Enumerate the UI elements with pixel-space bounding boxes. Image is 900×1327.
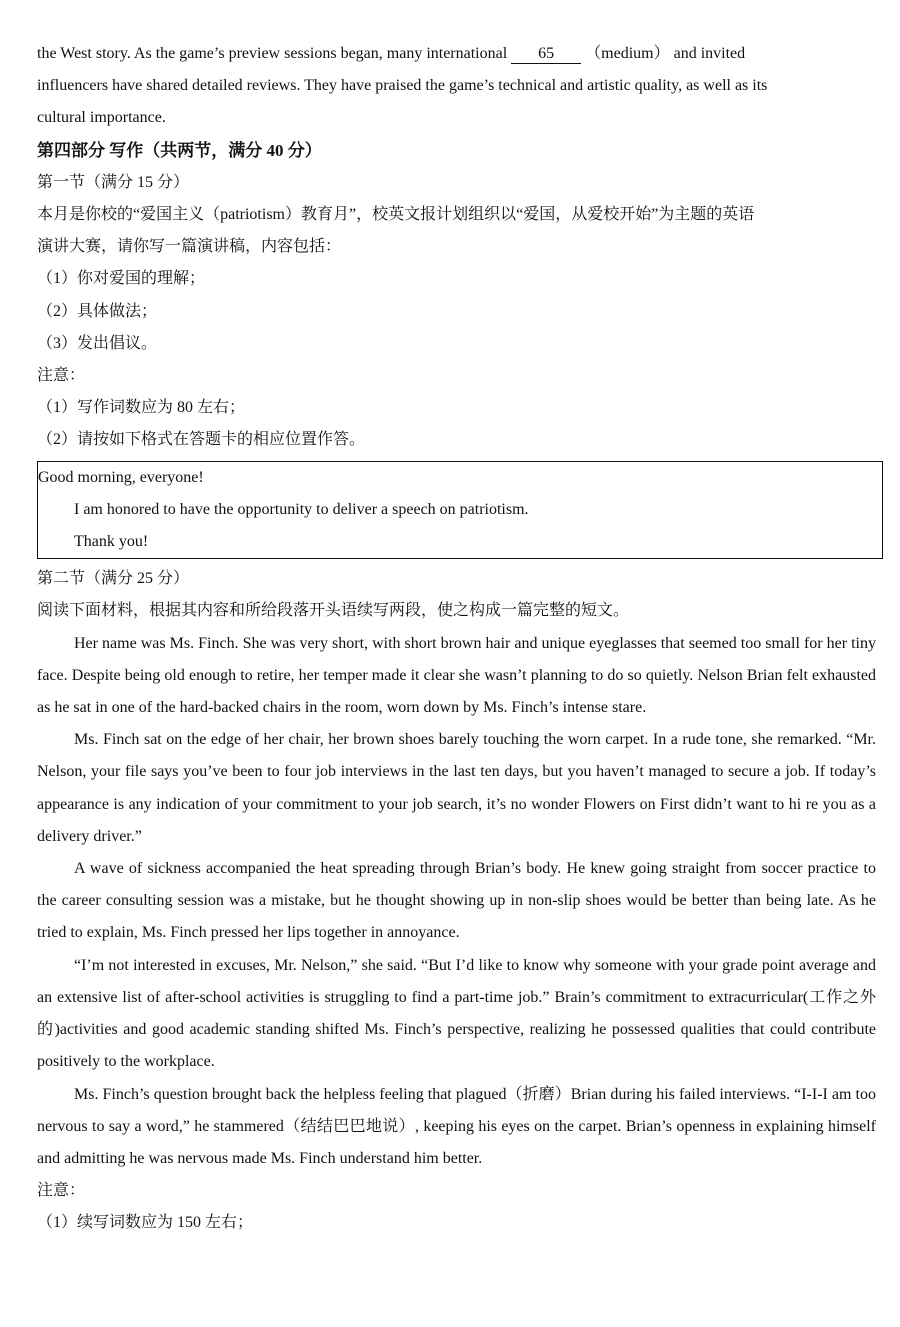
story-paragraph-5: Ms. Finch’s question brought back the helpless feeling that plagued（折磨）Brian during his failed interviews. “I-I-I am too nervous to say a word,” he stammered（结结巴巴地说）, keeping his eyes on the carpet. Brian’s openness in explaining himself and admitting he was nervous made Ms. Finch understand him better. <box>37 1085 876 1167</box>
speech-template-box <box>37 461 883 560</box>
template-greeting: Good morning, everyone! <box>38 468 204 486</box>
passage-line-1-after: （medium） and invited <box>585 45 746 62</box>
template-opening: I am honored to have the opportunity to deliver a speech on patriotism. <box>74 500 529 518</box>
story-paragraph-3: A wave of sickness accompanied the heat spreading through Brian’s body. He knew going straight from soccer practice to the career consulting session was a mistake, but he thought showing up in non-slip shoes would be better than being late. As he tried to explain, Ms. Finch pressed her lips together in annoyance. <box>37 860 876 942</box>
passage-line-2: influencers have shared detailed reviews. They have praised the game’s technical and artistic quality, as well as its <box>37 77 768 95</box>
story-paragraph-1: Her name was Ms. Finch. She was very short, with short brown hair and unique eyeglasses that seemed too small for her tiny face. Despite being old enough to retire, her temper made it clear she wasn’t planning to do so quietly. Nelson Brian felt exhausted as he sat in one of the hard-backed chairs in the room, worn down by Ms. Finch’s intense stare. <box>37 634 876 717</box>
section1-point-3: （3）发出倡议。 <box>37 334 158 352</box>
story-paragraph-4: “I’m not interested in excuses, Mr. Nelson,” she said. “But I’d like to know why someone with your grade point average and an extensive list of after-school activities is struggling to find a part-time job.” Brain’s commitment to extracurricular(工作之外的)activities and good academic standing shifted Ms. Finch’s perspective, realizing he possessed qualities that could contribute positively to the workplace. <box>37 956 876 1071</box>
section2-note-1: （1）续写词数应为 150 左右； <box>37 1214 254 1232</box>
section1-prompt-line-2: 演讲大赛，请你写一篇演讲稿，内容包括： <box>37 238 342 256</box>
section1-point-1: （1）你对爱国的理解； <box>37 270 206 288</box>
blank-65[interactable]: 65 <box>511 45 581 64</box>
section1-prompt-line-1: 本月是你校的“爱国主义（patriotism）教育月”，校英文报计划组织以“爱国，从爱校开始”为主题的英语 <box>37 206 755 224</box>
passage-line-1 <box>37 38 876 70</box>
story-paragraph-2: Ms. Finch sat on the edge of her chair, her brown shoes barely touching the worn carpet. In a rude tone, she remarked. “Mr. Nelson, your file says you’ve been to four job interviews in the last ten days, but you haven’t managed to secure a job. If today’s appearance is any indication of your commitment to your job search, it’s no wonder Flowers on First didn’t want to hi re you as a delivery driver.” <box>37 731 876 845</box>
section1-notes-label: 注意： <box>37 367 86 385</box>
section1-title: 第一节（满分 15 分） <box>37 173 190 191</box>
part4-heading: 第四部分 写作（共两节，满分 40 分） <box>37 140 322 160</box>
section2-title: 第二节（满分 25 分） <box>37 570 190 588</box>
section2-instruction: 阅读下面材料，根据其内容和所给段落开头语续写两段，使之构成一篇完整的短文。 <box>37 602 630 620</box>
passage-line-1-before: the West story. As the game’s preview sessions began, many international <box>37 45 508 62</box>
section1-note-2: （2）请按如下格式在答题卡的相应位置作答。 <box>37 431 366 449</box>
passage-line-3: cultural importance. <box>37 109 166 127</box>
section2-notes-label: 注意： <box>37 1182 86 1200</box>
template-closing: Thank you! <box>74 533 149 551</box>
section1-note-1: （1）写作词数应为 80 左右； <box>37 399 246 417</box>
section1-point-2: （2）具体做法； <box>37 302 158 320</box>
